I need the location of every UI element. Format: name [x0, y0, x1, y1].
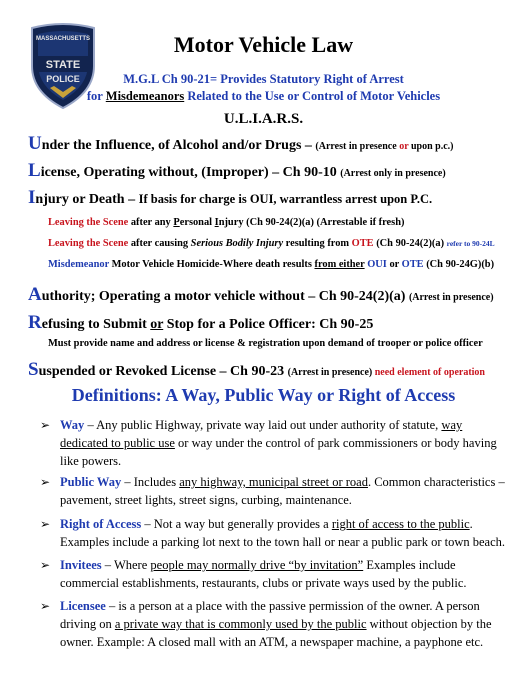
svg-text:STATE: STATE — [45, 59, 81, 71]
item-authority: Authority; Operating a motor vehicle without – Ch 90-24(2)(a) (Arrest in presence) — [28, 284, 494, 305]
definition-way: ➢ Way – Any public Highway, private way laid out under authority of statute, way dedicated to public use or way under the control of park commissioners or body having like powers. — [40, 418, 497, 468]
svg-text:MASSACHUSETTS: MASSACHUSETTS — [35, 36, 91, 42]
definitions-title: Definitions: A Way, Public Way or Right of Access — [71, 385, 456, 405]
arrowhead-bullet-icon: ➢ — [40, 558, 51, 572]
item-license: License, Operating without, (Improper) – Ch 90-10 (Arrest only in presence) — [28, 160, 446, 181]
subtitle-line-1: M.G.L Ch 90-21= Provides Statutory Right of Arrest — [123, 72, 404, 86]
arrowhead-bullet-icon: ➢ — [40, 517, 51, 531]
subitem-leaving-scene-injury: Leaving the Scene after any Personal Injury (Ch 90-24(2)(a) (Arrestable if fresh) — [48, 217, 405, 228]
item-under-influence: Under the Influence, of Alcohol and/or Drugs – (Arrest in presence or upon p.c.) — [28, 133, 454, 154]
subitem-homicide: Misdemeanor Motor Vehicle Homicide-Where death results from either OUI or OTE (Ch 90-24G)(b) — [48, 259, 495, 270]
definition-invitees: ➢ Invitees – Where people may normally drive “by invitation” Examples include commercial establishments, restaurants, clubs or private ways used by the public. — [40, 558, 467, 590]
item-refusing: Refusing to Submit or Stop for a Police Officer: Ch 90-25 — [28, 312, 374, 333]
definition-public-way: ➢ Public Way – Includes any highway, municipal street or road. Common characteristics – pavement, street lights, street signs, curbing, maintenance. — [40, 475, 505, 507]
subitem-leaving-scene-sbi: Leaving the Scene after causing Serious Bodily Injury resulting from OTE (Ch 90-24(2)(a) refer to 90-24L — [48, 238, 495, 249]
definition-right-of-access: ➢ Right of Access – Not a way but generally provides a right of access to the public. Examples include a parking lot next to the town hall or near a public park or town beach. — [40, 517, 506, 549]
definition-licensee: ➢ Licensee – is a person at a place with the passive permission of the owner. A person driving on a private way that is commonly used by the public without objection by the owner. Example: A closed mall with an ATM, a newspaper machine, a payphone etc. — [40, 599, 492, 649]
page-title: Motor Vehicle Law — [173, 32, 354, 57]
subtitle-line-2: for Misdemeanors Related to the Use or Control of Motor Vehicles — [86, 89, 441, 103]
svg-text:POLICE: POLICE — [46, 74, 80, 84]
arrowhead-bullet-icon: ➢ — [40, 599, 51, 613]
acronym-heading: U.L.I.A.R.S. — [223, 111, 304, 127]
item-suspended: Suspended or Revoked License – Ch 90-23 (Arrest in presence) need element of operation — [28, 359, 485, 380]
subitem-name-address: Must provide name and address or license & registration upon demand of trooper or police officer — [48, 338, 483, 349]
arrowhead-bullet-icon: ➢ — [40, 475, 51, 489]
arrowhead-bullet-icon: ➢ — [40, 418, 51, 432]
item-injury: Injury or Death – If basis for charge is OUI, warrantless arrest upon P.C. — [28, 187, 433, 208]
